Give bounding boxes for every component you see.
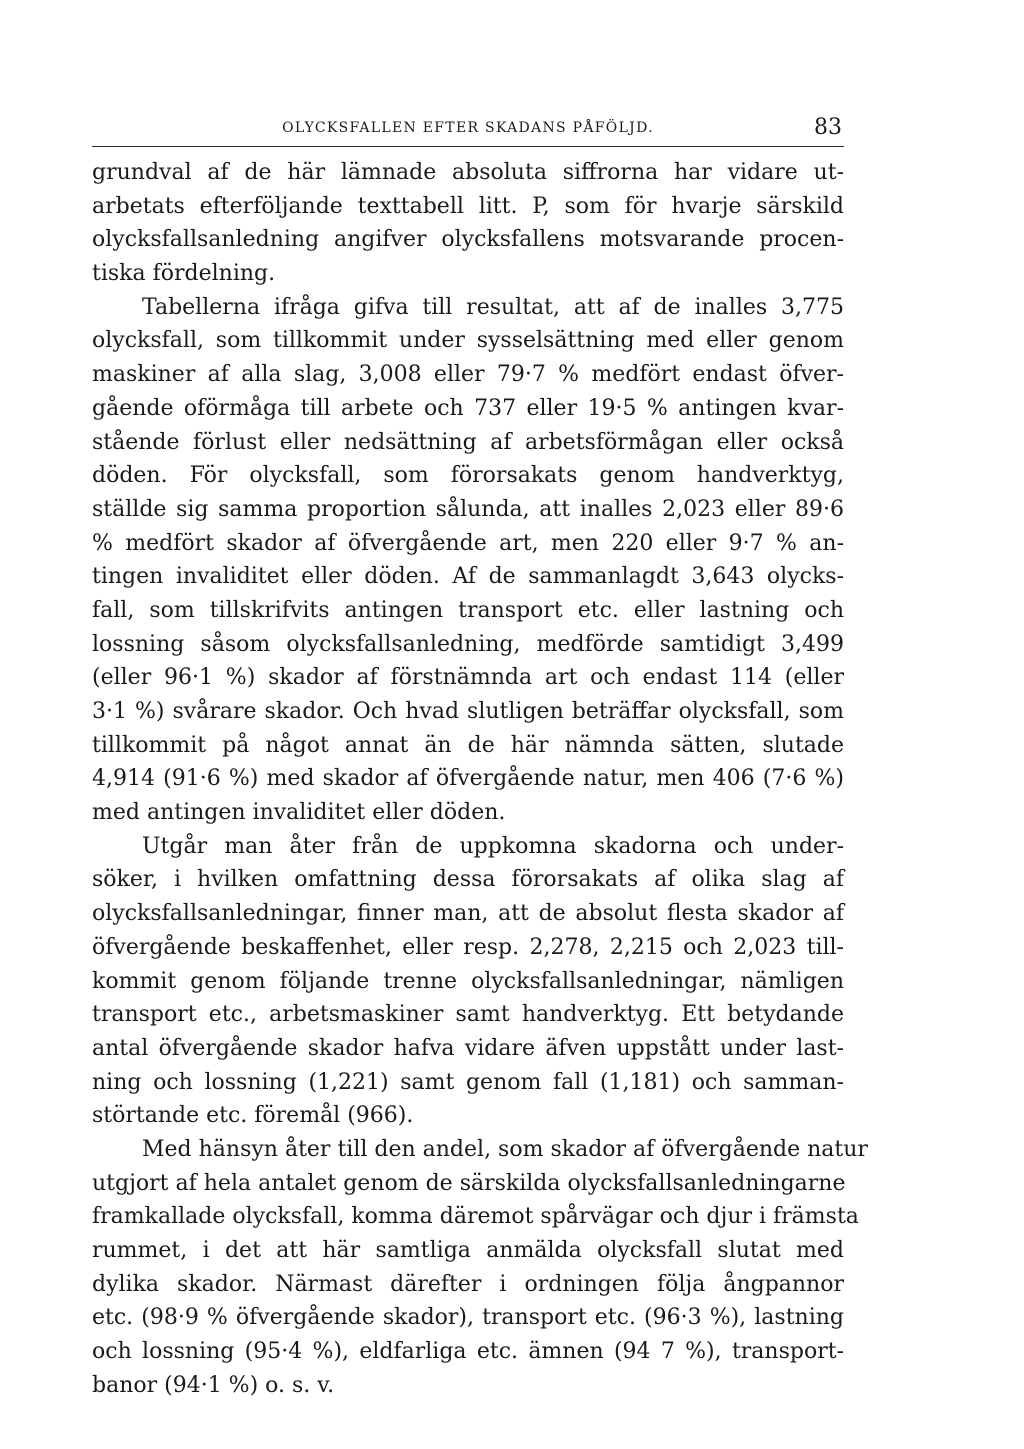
text-line: antal öfvergående skador hafva vidare äfven uppstått under last- [92, 1035, 844, 1061]
text-line: med antingen invaliditet eller döden. [92, 800, 506, 826]
text-line: (eller 96·1 %) skador af förstnämnda art och endast 114 (eller [92, 665, 844, 691]
text-line: arbetats efterföljande texttabell litt. P, som för hvarje särskild [92, 193, 844, 219]
text-line: tiska fördelning. [92, 261, 276, 287]
text-line: och lossning (95·4 %), eldfarliga etc. ämnen (94 7 %), transport- [92, 1339, 844, 1365]
running-head [92, 112, 844, 147]
text-line: tingen invaliditet eller döden. Af de sammanlagdt 3,643 olycks- [92, 564, 844, 590]
paragraph-2 [92, 291, 844, 830]
text-line: ställde sig samma proportion sålunda, att inalles 2,023 eller 89·6 [92, 496, 844, 522]
text-line: tillkommit på något annat än de här nämnda sätten, slutade [92, 732, 844, 758]
text-line: ning och lossning (1,221) samt genom fall (1,181) och samman- [92, 1069, 844, 1095]
running-title: OLYCKSFALLEN EFTER SKADANS PÅFÖLJD. [282, 120, 654, 136]
text-line: framkallade olycksfall, komma däremot spårvägar och djur i främsta [92, 1204, 859, 1230]
text-line: olycksfallsanledningar, finner man, att de absolut flesta skador af [92, 901, 844, 927]
text-line: öfvergående beskaffenhet, eller resp. 2,278, 2,215 och 2,023 till- [92, 934, 844, 960]
text-line: fall, som tillskrifvits antingen transport etc. eller lastning och [92, 597, 844, 623]
text-line: transport etc., arbetsmaskiner samt handverktyg. Ett betydande [92, 1002, 844, 1028]
book-page [92, 112, 868, 1402]
body-text [92, 156, 868, 1402]
paragraph-1 [92, 156, 844, 291]
text-line: 3·1 %) svårare skador. Och hvad slutligen beträffar olycksfall, som [92, 699, 844, 724]
text-line: söker, i hvilken omfattning dessa förorsakats af olika slag af [92, 867, 844, 893]
paragraph-3 [92, 830, 844, 1133]
paragraph-4 [92, 1133, 868, 1403]
text-line: olycksfallsanledning angifver olycksfallens motsvarande procen- [92, 227, 844, 253]
text-line: stående förlust eller nedsättning af arbetsförmågan eller också [92, 429, 844, 455]
text-line: olycksfall, som tillkommit under sysselsättning med eller genom [92, 328, 844, 354]
text-line: lossning såsom olycksfallsanledning, medförde samtidigt 3,499 [92, 631, 844, 657]
text-line: 4,914 (91·6 %) med skador af öfvergående natur, men 406 (7·6 %) [92, 766, 844, 792]
text-line: gående oförmåga till arbete och 737 eller 19·5 % antingen kvar- [92, 395, 844, 421]
text-line: Utgår man åter från de uppkomna skadorna och under- [142, 833, 844, 859]
text-line: rummet, i det att här samtliga anmälda olycksfall slutat med [92, 1238, 844, 1263]
text-line: Med hänsyn åter till den andel, som skador af öfvergående natur [142, 1136, 868, 1162]
text-line: kommit genom följande trenne olycksfallsanledningar, nämligen [92, 968, 844, 994]
text-line: maskiner af alla slag, 3,008 eller 79·7 % medfört endast öfver- [92, 362, 844, 388]
text-line: dylika skador. Närmast därefter i ordningen följa ångpannor [92, 1271, 844, 1297]
text-line: störtande etc. föremål (966). [92, 1103, 414, 1129]
text-line: grundval af de här lämnade absoluta siffrorna har vidare ut- [92, 160, 844, 185]
text-line: döden. För olycksfall, som förorsakats genom handverktyg, [92, 463, 844, 489]
text-line: utgjort af hela antalet genom de särskilda olycksfallsanledningarne [92, 1170, 846, 1196]
text-line: etc. (98·9 % öfvergående skador), transport etc. (96·3 %), lastning [92, 1305, 844, 1331]
page-number: 83 [814, 115, 842, 140]
text-line: banor (94·1 %) o. s. v. [92, 1372, 335, 1398]
text-line: Tabellerna ifråga gifva till resultat, att af de inalles 3,775 [142, 294, 844, 320]
text-line: % medfört skador af öfvergående art, men 220 eller 9·7 % an- [92, 530, 844, 556]
